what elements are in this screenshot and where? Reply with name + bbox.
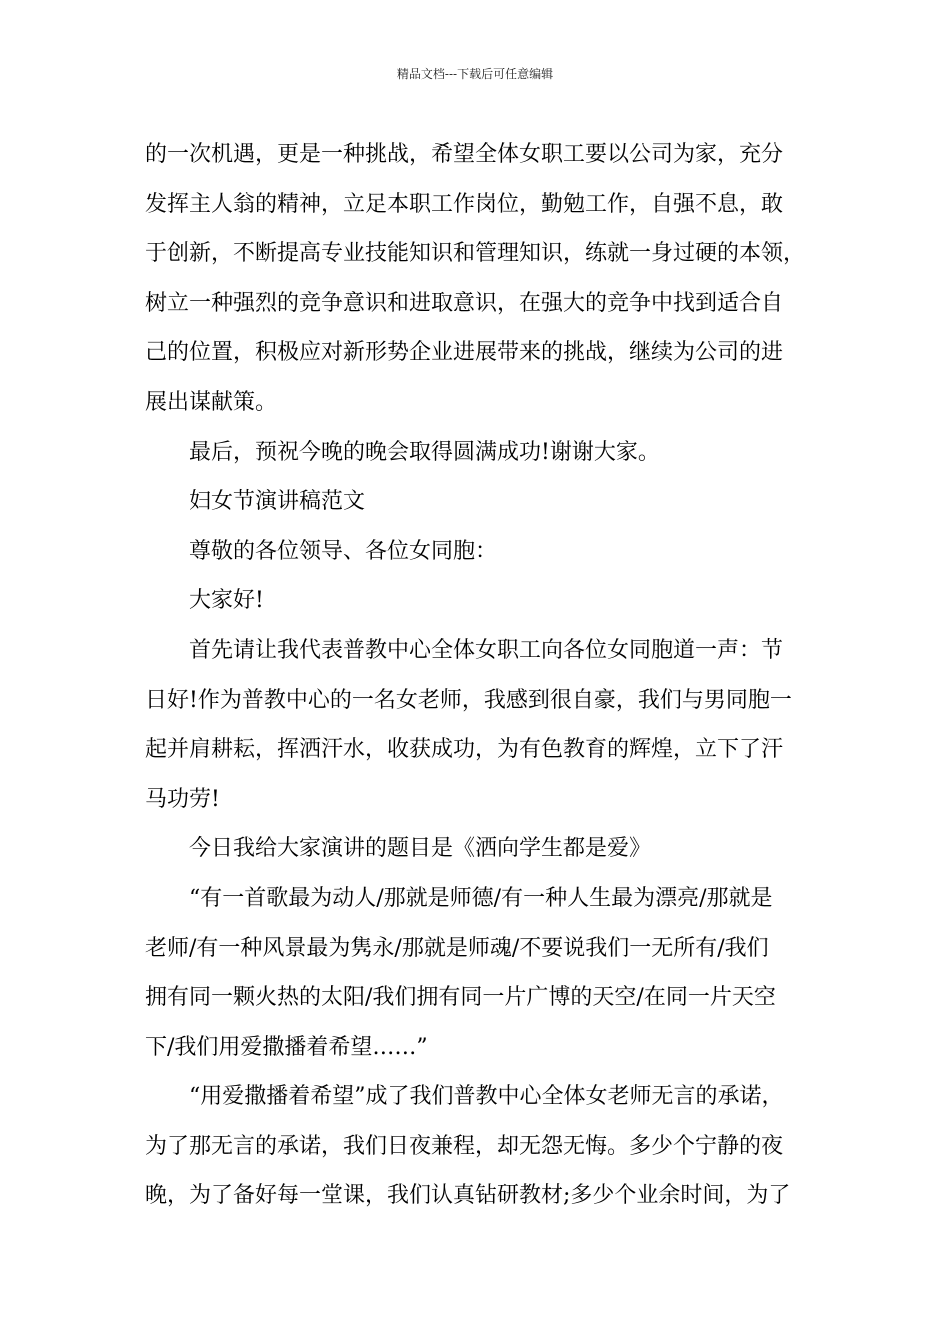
text-line: 首先请让我代表普教中心全体女职工向各位女同胞道一声：节 [189, 637, 784, 663]
text-line: 树立一种强烈的竞争意识和进取意识，在强大的竞争中找到适合自 [145, 290, 784, 316]
document-body [145, 130, 813, 1221]
text-line: 拥有同一颗火热的太阳/我们拥有同一片广博的天空/在同一片天空 [145, 985, 776, 1011]
greeting: 大家好! [189, 588, 264, 614]
page-header: 精品文档---下载后可任意编辑 [396, 67, 554, 81]
text-line: “用爱撒播着希望”成了我们普教中心全体女老师无言的承诺， [189, 1084, 784, 1110]
text-line: 己的位置，积极应对新形势企业进展带来的挑战，继续为公司的进 [145, 340, 784, 366]
text-line: 今日我给大家演讲的题目是《洒向学生都是爱》 [189, 836, 652, 862]
text-line: 日好!作为普教中心的一名女老师，我感到很自豪，我们与男同胞一 [145, 687, 792, 713]
text-line: 起并肩耕耘，挥洒汗水，收获成功，为有色教育的辉煌，立下了汗 [145, 737, 784, 763]
text-line: 马功劳! [145, 786, 220, 812]
text-line: 发挥主人翁的精神，立足本职工作岗位，勤勉工作，自强不息，敢 [145, 191, 784, 217]
text-line: 于创新，不断提高专业技能知识和管理知识，练就一身过硬的本领， [145, 241, 806, 267]
text-line: 下/我们用爱撒播着希望……” [145, 1034, 428, 1060]
text-line: 晚，为了备好每一堂课，我们认真钻研教材;多少个业余时间，为了 [145, 1183, 791, 1209]
text-line: 最后，预祝今晚的晚会取得圆满成功!谢谢大家。 [189, 439, 660, 465]
section-title: 妇女节演讲稿范文 [189, 489, 366, 515]
text-line: “有一首歌最为动人/那就是师德/有一种人生最为漂亮/那就是 [189, 885, 773, 911]
text-line: 老师/有一种风景最为隽永/那就是师魂/不要说我们一无所有/我们 [145, 935, 769, 961]
text-line: 展出谋献策。 [145, 389, 278, 415]
salutation: 尊敬的各位领导、各位女同胞： [189, 538, 498, 564]
text-line: 为了那无言的承诺，我们日夜兼程，却无怨无悔。多少个宁静的夜 [145, 1133, 784, 1159]
text-line: 的一次机遇，更是一种挑战，希望全体女职工要以公司为家，充分 [145, 142, 784, 167]
